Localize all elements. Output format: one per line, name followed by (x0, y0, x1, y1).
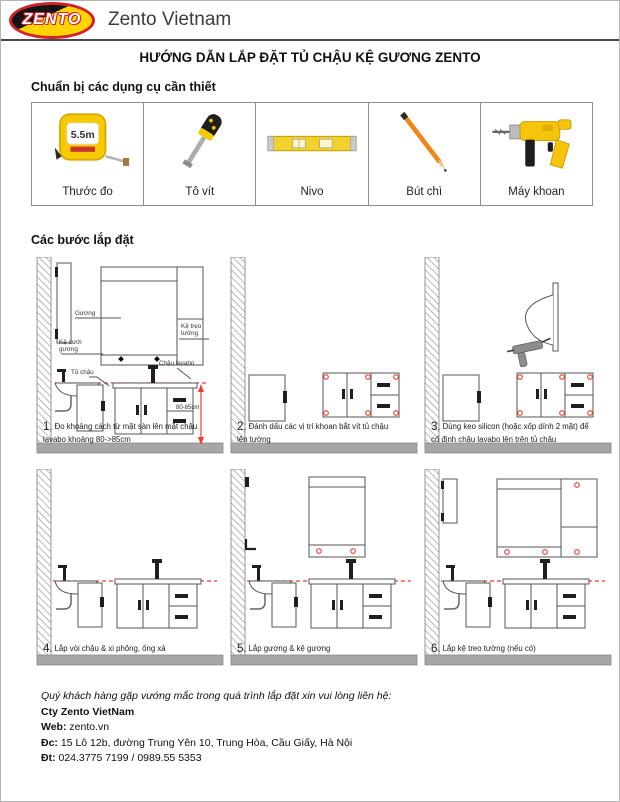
step-panel-2 (225, 257, 419, 457)
tool-cell-tape-measure (32, 103, 144, 205)
step-text: Lắp kệ treo tường (nếu có) (442, 644, 536, 654)
tools-table (31, 102, 593, 206)
diagram-label-ke-treo-tuong: Kệ treo tường (181, 323, 202, 338)
step-panel-3 (419, 257, 613, 457)
tool-label: Bút chì (406, 186, 443, 198)
step-number: 2. (237, 421, 247, 434)
tape-measure-icon (32, 103, 143, 184)
step-6-diagram (419, 469, 613, 669)
tape-measure-badge: 5.5m (70, 128, 95, 141)
tool-label: Máy khoan (508, 186, 565, 198)
step-4-diagram (31, 469, 225, 669)
page-title: HƯỚNG DẪN LẮP ĐẶT TỦ CHẬU KỆ GƯƠNG ZENTO (139, 50, 481, 65)
diagram-label-tu-chau: Tủ chậu (71, 369, 94, 376)
address-value: 15 Lô 12b, đường Trung Yên 10, Trung Hòa, Cầu Giấy, Hà Nội (60, 736, 353, 749)
drill-icon (481, 103, 592, 184)
web-label: Web: (41, 721, 67, 733)
step-text: Dùng keo silicon (hoặc xốp dính 2 mặt) để cố định chậu lavabo lên trên tủ chậu (431, 422, 589, 445)
step-panel-5 (225, 469, 419, 669)
tool-label: Nivo (300, 186, 324, 198)
phone-value: 024.3775 7199 / 0989.55 5353 (58, 752, 202, 764)
step-caption-6 (431, 642, 593, 657)
pencil-icon (369, 103, 480, 184)
tools-section-heading: Chuẩn bị các dụng cụ cần thiết (31, 80, 216, 94)
step-caption-4 (43, 642, 205, 657)
zento-logo-text: ZENTO (22, 11, 82, 28)
diagram-label-guong: Gương (75, 310, 96, 317)
step-5-diagram (225, 469, 419, 669)
tool-label: Thước đo (62, 186, 113, 198)
step-panel-4 (31, 469, 225, 669)
tool-label: Tô vít (185, 186, 215, 198)
step-panel-1 (31, 257, 225, 457)
step-caption-1 (43, 420, 205, 445)
company-name: Cty Zento VietNam (41, 705, 135, 718)
diagram-label-chau-lavabo: Chậu lavabo (159, 360, 195, 367)
tool-cell-level (256, 103, 368, 205)
header (1, 1, 619, 41)
screwdriver-icon (144, 103, 255, 184)
steps-section-heading: Các bước lắp đặt (31, 233, 134, 247)
phone-label: Đt: (41, 752, 56, 764)
step-caption-3 (431, 420, 593, 445)
step-number: 3. (431, 421, 441, 434)
step-number: 4. (43, 643, 53, 656)
step-caption-5 (237, 642, 399, 657)
address-label: Đc: (41, 736, 58, 749)
footer-contact (41, 689, 391, 767)
tool-cell-pencil (369, 103, 481, 205)
step-text: Đo khoảng cách từ mặt sàn lên mặt chậu lavabo khoảng 80->85cm (43, 422, 198, 445)
step-number: 6. (431, 643, 441, 656)
step-text: Lắp vòi chậu & xi phông, ống xả (54, 644, 166, 654)
level-icon (256, 103, 367, 184)
website-value: zento.vn (69, 721, 110, 733)
step-caption-2 (237, 420, 399, 445)
brand-name: Zento Vietnam (108, 9, 232, 30)
tool-cell-drill (481, 103, 592, 205)
step-number: 1. (43, 421, 53, 434)
step-panel-6 (419, 469, 613, 669)
diagram-label-ke-duoi-guong: Kệ dưới gương (59, 339, 82, 354)
step-number: 5. (237, 643, 247, 656)
diagram-label-height-range: 80-85cm (176, 405, 200, 411)
contact-note: Quý khách hàng gặp vướng mắc trong quá trình lắp đặt xin vui lòng liên hệ: (41, 690, 392, 702)
step-text: Lắp gương & kệ gương (248, 644, 331, 654)
tool-cell-screwdriver (144, 103, 256, 205)
step-text: Đánh dấu các vị trí khoan bắt vít tủ chậu lên tường (237, 422, 389, 445)
steps-grid (31, 257, 613, 671)
zento-logo (9, 2, 95, 39)
